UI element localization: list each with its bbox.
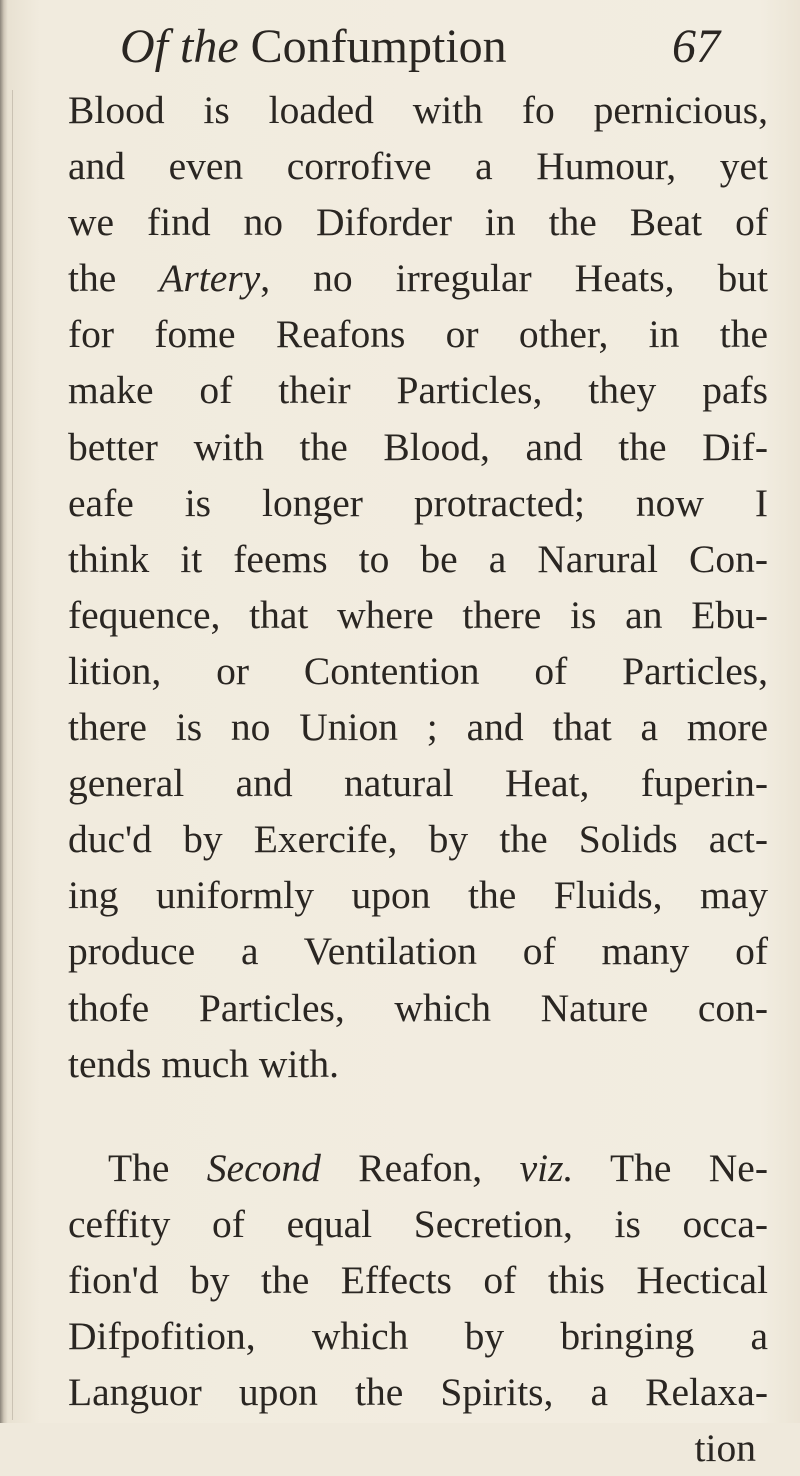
italic-word: viz. <box>519 1145 574 1190</box>
page-number: 67 <box>672 20 720 73</box>
text-line: produce a Ventilation of many of <box>68 929 768 974</box>
text-line: fequence, that where there is an Ebu- <box>68 592 768 637</box>
text-line: duc'd by Exercife, by the Solids act- <box>68 817 768 862</box>
text-line: make of their Particles, they pafs <box>68 368 768 413</box>
text-run: Reafon, <box>320 1145 520 1190</box>
paragraph-gap <box>68 1092 768 1140</box>
text-line: eafe is longer protracted; now I <box>68 480 768 525</box>
text-line: for fome Reafons or other, in the <box>68 312 768 357</box>
text-run: The Ne- <box>573 1145 768 1190</box>
body-text <box>68 82 768 1476</box>
text-line: ing uniformly upon the Fluids, may <box>68 873 768 918</box>
text-line: ceffity of equal Secretion, is occa- <box>68 1201 768 1246</box>
text-line: general and natural Heat, fuperin- <box>68 761 768 806</box>
text-line: tends much with. <box>68 1041 339 1086</box>
text-run: the <box>68 256 160 301</box>
header-italic-prefix: Of the <box>120 20 239 73</box>
running-header <box>120 12 720 82</box>
text-line: think it feems to be a Narural Con- <box>68 536 768 581</box>
gutter-rule <box>12 90 13 1420</box>
text-line <box>68 250 768 306</box>
text-line: thofe Particles, which Nature con- <box>68 985 768 1030</box>
text-line: Difpofition, which by bringing a <box>68 1313 768 1358</box>
text-line: fion'd by the Effects of this Hectical <box>68 1257 768 1302</box>
text-line: and even corrofive a Humour, yet <box>68 144 768 189</box>
header-title: Confumption <box>250 20 507 73</box>
text-line: we find no Diforder in the Beat of <box>68 200 768 245</box>
italic-word: Second <box>206 1145 321 1190</box>
text-line <box>68 1140 768 1196</box>
page-gutter-shadow <box>0 0 8 1423</box>
italic-word: Artery <box>159 256 261 301</box>
text-run: , no irregular Heats, but <box>260 256 768 301</box>
text-run: The <box>108 1145 207 1190</box>
catchword: tion <box>694 1426 756 1471</box>
text-line: Blood is loaded with fo pernicious, <box>68 88 768 132</box>
text-line: there is no Union ; and that a more <box>68 705 768 750</box>
text-line: lition, or Contention of Particles, <box>68 648 768 693</box>
text-line: better with the Blood, and the Dif- <box>68 424 768 469</box>
text-line: Languor upon the Spirits, a Relaxa- <box>68 1370 768 1415</box>
